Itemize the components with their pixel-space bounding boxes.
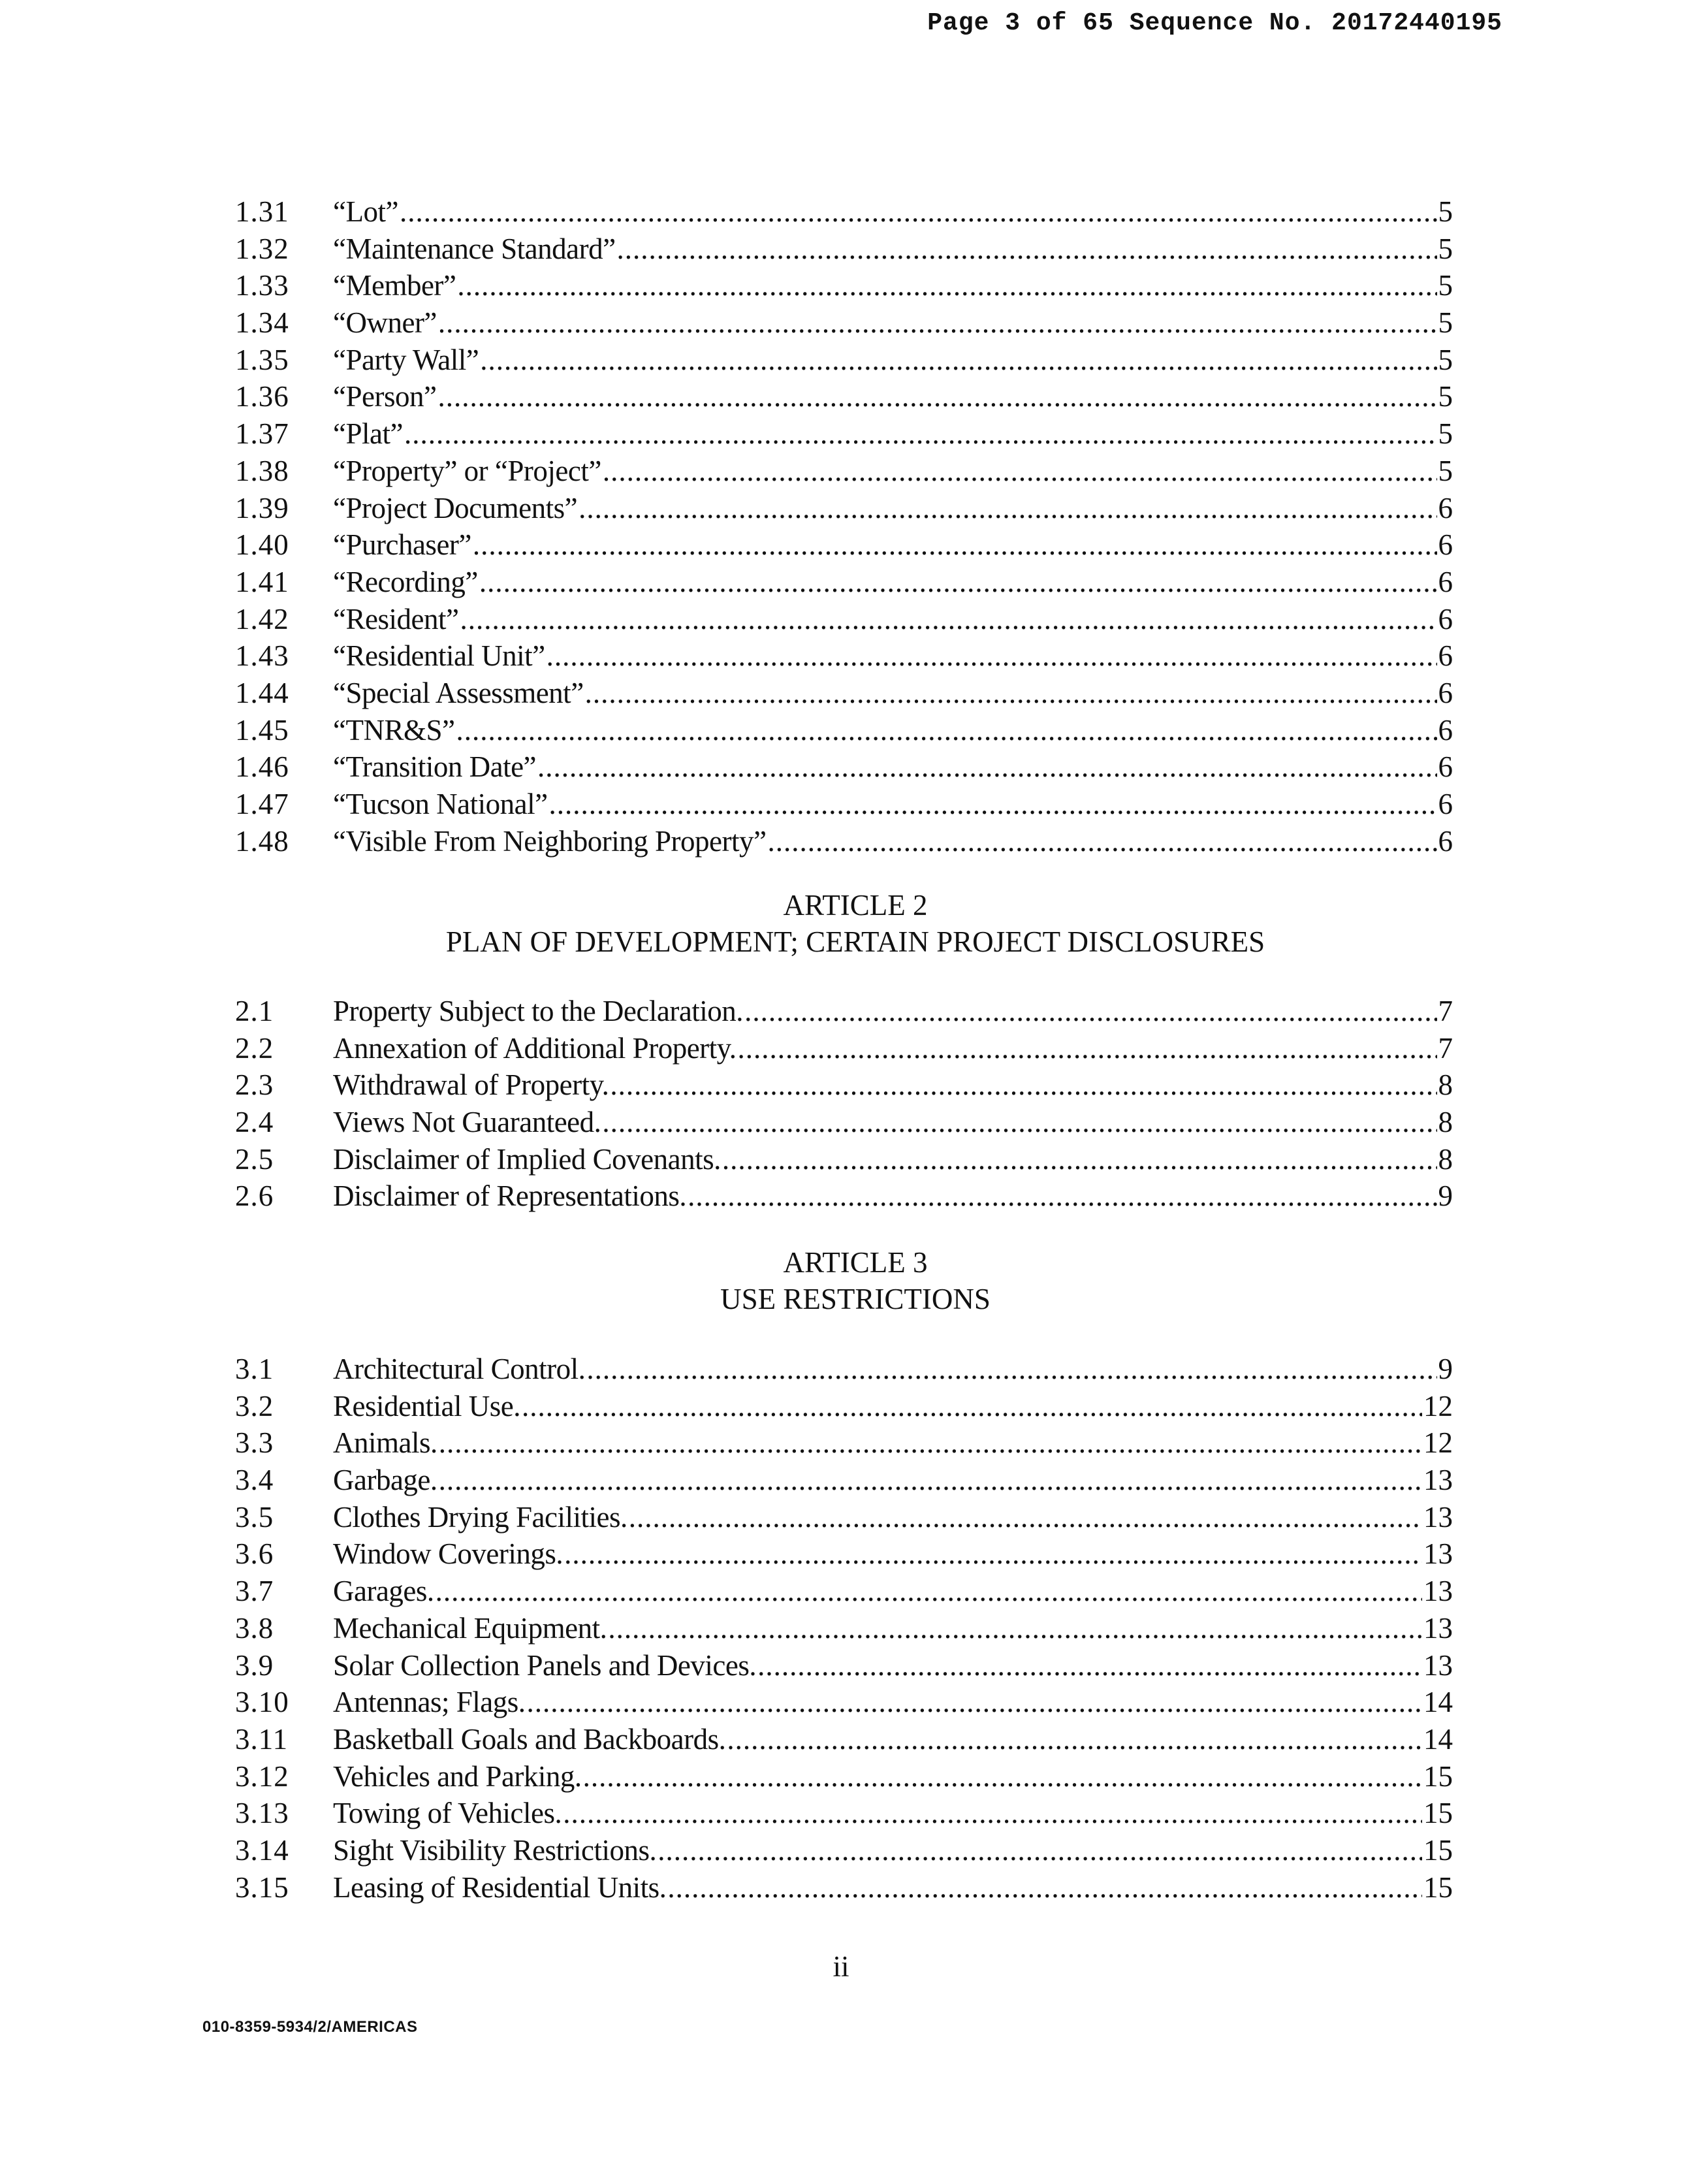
toc-entry <box>235 1647 1453 1684</box>
toc-entry-page: 13 <box>1423 1500 1453 1534</box>
toc-entry-page: 8 <box>1438 1106 1453 1139</box>
toc-entry-title: Annexation of Additional Property. <box>333 1031 737 1065</box>
toc-entry-title: Vehicles and Parking. <box>333 1759 582 1793</box>
toc-entry-number: 1.38 <box>235 454 289 487</box>
article-2-label: ARTICLE 2 <box>783 889 928 922</box>
toc-dot-leader <box>522 1388 1422 1425</box>
toc-entry <box>235 564 1453 601</box>
toc-entry <box>235 786 1453 823</box>
toc-entry-title: Solar Collection Panels and Devices. <box>333 1648 757 1682</box>
toc-entry <box>235 1067 1453 1104</box>
toc-entry <box>235 1832 1453 1869</box>
toc-entry <box>235 526 1453 564</box>
toc-entry-title: “Recording” <box>333 565 478 598</box>
toc-entry-number: 2.2 <box>235 1031 274 1065</box>
toc-entry <box>235 1030 1453 1067</box>
page-header: Page 3 of 65 Sequence No. 20172440195 <box>927 9 1502 37</box>
toc-entry-number: 2.4 <box>235 1106 274 1139</box>
toc-entry-number: 1.43 <box>235 639 289 673</box>
toc-dot-leader <box>667 1869 1422 1906</box>
toc-dot-leader <box>547 637 1437 675</box>
toc-entry-page: 6 <box>1438 824 1453 858</box>
toc-entry-page: 6 <box>1438 491 1453 524</box>
article-2-title: PLAN OF DEVELOPMENT; CERTAIN PROJECT DISCLOSURES <box>445 925 1265 958</box>
toc-dot-leader <box>549 786 1437 823</box>
toc-dot-leader <box>585 675 1437 712</box>
toc-entry-title: “Owner” <box>333 306 437 340</box>
toc-entry <box>235 304 1453 342</box>
toc-dot-leader <box>526 1684 1422 1721</box>
toc-entry-title: Garages. <box>333 1575 434 1608</box>
article-2-heading <box>235 887 1476 960</box>
toc-dot-leader <box>583 1758 1422 1795</box>
toc-dot-leader <box>744 993 1436 1030</box>
toc-entry-number: 2.1 <box>235 995 274 1027</box>
toc-dot-leader <box>400 193 1437 231</box>
toc-entry-page: 9 <box>1438 1353 1453 1385</box>
toc-entry <box>235 1104 1453 1141</box>
toc-entry-title: Mechanical Equipment. <box>333 1611 607 1645</box>
toc-article-3-list <box>235 1351 1453 1906</box>
page-number: ii <box>833 1950 849 1983</box>
toc-entry-title: Architectural Control. <box>333 1353 586 1385</box>
toc-entry-page: 13 <box>1423 1648 1453 1682</box>
toc-entry-title: “TNR&S” <box>333 713 455 747</box>
toc-entry-title: Leasing of Residential Units. <box>333 1871 667 1904</box>
toc-dot-leader <box>602 1104 1436 1141</box>
document-id: 010-8359-5934/2/AMERICAS <box>202 2018 418 2036</box>
toc-entry-number: 1.32 <box>235 232 289 265</box>
toc-dot-leader <box>563 1795 1422 1832</box>
toc-entry-title: Window Coverings. <box>333 1537 563 1571</box>
toc-entry-title: “Resident” <box>333 602 459 635</box>
toc-entry-page: 6 <box>1438 565 1453 598</box>
toc-entry <box>235 748 1453 786</box>
toc-dot-leader <box>438 304 1437 342</box>
toc-dot-leader <box>608 1610 1422 1647</box>
toc-entry-number: 2.6 <box>235 1180 274 1213</box>
toc-entry-title: “Member” <box>333 269 456 302</box>
toc-entry <box>235 1721 1453 1758</box>
toc-entry-title: Residential Use. <box>333 1389 520 1422</box>
toc-entry <box>235 453 1453 490</box>
toc-entry-number: 1.33 <box>235 269 289 302</box>
toc-entry-number: 1.37 <box>235 417 289 451</box>
toc-entry-title: Sight Visibility Restrictions. <box>333 1833 657 1867</box>
toc-entry-page: 12 <box>1423 1389 1453 1422</box>
toc-dot-leader <box>480 342 1436 379</box>
toc-dot-leader <box>658 1832 1422 1869</box>
toc-dot-leader <box>437 378 1436 415</box>
toc-entry-page: 6 <box>1438 750 1453 784</box>
toc-entry-page: 5 <box>1438 232 1453 265</box>
toc-dot-leader <box>767 823 1436 860</box>
toc-entry-title: “Transition Date” <box>333 750 537 784</box>
toc-entry-page: 15 <box>1423 1759 1453 1793</box>
article-3-title: USE RESTRICTIONS <box>720 1283 991 1315</box>
toc-entry-title: “Project Documents” <box>333 491 578 524</box>
toc-entry-title: Clothes Drying Facilities. <box>333 1500 627 1534</box>
article-3-label: ARTICLE 3 <box>783 1246 928 1279</box>
toc-dot-leader <box>727 1721 1422 1758</box>
toc-dot-leader <box>722 1141 1437 1178</box>
toc-entry-title: “Visible From Neighboring Property” <box>333 824 767 858</box>
toc-dot-leader <box>757 1647 1422 1684</box>
toc-entry <box>235 378 1453 415</box>
toc-entry-number: 1.34 <box>235 306 289 340</box>
article-3-heading <box>235 1244 1476 1317</box>
toc-entry <box>235 675 1453 712</box>
toc-entry-page: 13 <box>1423 1464 1453 1497</box>
toc-entry-number: 1.44 <box>235 676 289 709</box>
toc-entry <box>235 1178 1453 1215</box>
toc-entry <box>235 1610 1453 1647</box>
toc-dot-leader <box>617 231 1437 268</box>
toc-dot-leader <box>537 748 1436 786</box>
toc-entry-page: 8 <box>1438 1142 1453 1176</box>
toc-entry-number: 1.40 <box>235 528 289 562</box>
toc-dot-leader <box>564 1535 1422 1573</box>
toc-entry-title: Views Not Guaranteed. <box>333 1106 601 1139</box>
toc-entry-page: 13 <box>1423 1537 1453 1571</box>
toc-entry-title: Property Subject to the Declaration. <box>333 995 744 1027</box>
toc-entry-page: 5 <box>1438 343 1453 376</box>
toc-entry <box>235 1795 1453 1832</box>
toc-entry-number: 1.48 <box>235 824 289 858</box>
toc-entry-page: 6 <box>1438 676 1453 709</box>
toc-entry <box>235 601 1453 638</box>
toc-entry-title: Disclaimer of Implied Covenants. <box>333 1142 721 1176</box>
toc-entry <box>235 193 1453 231</box>
toc-entry-title: “Property” or “Project” <box>333 454 601 487</box>
toc-entry-number: 1.47 <box>235 788 289 820</box>
toc-entry <box>235 267 1453 304</box>
toc-dot-leader <box>404 415 1437 453</box>
toc-entry-number: 1.39 <box>235 491 289 524</box>
toc-entry <box>235 823 1453 860</box>
toc-entry-number: 3.11 <box>235 1722 289 1756</box>
toc-entry-number: 2.3 <box>235 1068 274 1102</box>
toc-entry <box>235 1535 1453 1573</box>
toc-entry <box>235 1141 1453 1178</box>
toc-entry-number: 3.2 <box>235 1389 274 1422</box>
toc-entry-number: 1.31 <box>235 195 289 228</box>
toc-entry-page: 6 <box>1438 528 1453 562</box>
toc-entry-number: 3.6 <box>235 1537 274 1571</box>
toc-entry-number: 3.15 <box>235 1871 289 1904</box>
toc-entry <box>235 490 1453 527</box>
toc-entry-number: 1.35 <box>235 343 289 376</box>
toc-entry <box>235 1573 1453 1610</box>
toc-dot-leader <box>610 1067 1436 1104</box>
toc-dot-leader <box>439 1424 1422 1462</box>
toc-entry <box>235 1869 1453 1906</box>
toc-entry-number: 3.8 <box>235 1611 274 1645</box>
toc-entry <box>235 342 1453 379</box>
toc-entry-page: 13 <box>1423 1611 1453 1645</box>
toc-dot-leader <box>579 490 1436 527</box>
toc-entry-title: Towing of Vehicles. <box>333 1797 562 1830</box>
toc-entry-title: “Party Wall” <box>333 343 479 376</box>
toc-entry-title: “Maintenance Standard” <box>333 232 616 265</box>
toc-entry-number: 1.36 <box>235 380 289 413</box>
toc-entry-title: “Special Assessment” <box>333 676 584 709</box>
toc-entry-number: 1.45 <box>235 713 289 747</box>
toc-entry <box>235 1462 1453 1499</box>
toc-entry-page: 5 <box>1438 454 1453 487</box>
toc-entry <box>235 1351 1453 1388</box>
toc-entry-title: “Purchaser” <box>333 528 471 562</box>
toc-entry-title: “Tucson National” <box>333 788 548 820</box>
toc-entry-title: Disclaimer of Representations. <box>333 1180 687 1213</box>
toc-entry-number: 3.13 <box>235 1797 289 1830</box>
toc-dot-leader <box>460 601 1436 638</box>
toc-entry-page: 14 <box>1423 1686 1453 1719</box>
toc-entry <box>235 637 1453 675</box>
toc-entry-number: 3.7 <box>235 1575 274 1608</box>
toc-entry-number: 3.5 <box>235 1500 274 1534</box>
toc-entry-title: “Lot” <box>333 195 398 228</box>
toc-entry <box>235 712 1453 749</box>
toc-entry-page: 5 <box>1438 306 1453 340</box>
toc-entry <box>235 993 1453 1030</box>
toc-entry-page: 12 <box>1423 1426 1453 1460</box>
toc-entry-page: 8 <box>1438 1068 1453 1102</box>
toc-dot-leader <box>688 1178 1436 1215</box>
toc-entry-number: 3.4 <box>235 1464 274 1497</box>
toc-entry-page: 6 <box>1438 639 1453 673</box>
toc-entry-page: 7 <box>1438 995 1453 1027</box>
toc-dot-leader <box>603 453 1437 490</box>
toc-dot-leader <box>456 712 1436 749</box>
toc-entry-number: 3.3 <box>235 1426 274 1460</box>
toc-dot-leader <box>479 564 1437 601</box>
toc-entry-title: “Residential Unit” <box>333 639 545 673</box>
toc-entry-number: 3.10 <box>235 1686 289 1719</box>
toc-entry-page: 6 <box>1438 602 1453 635</box>
toc-dot-leader <box>737 1030 1436 1067</box>
toc-entry-number: 3.12 <box>235 1759 289 1793</box>
toc-entry-number: 1.42 <box>235 602 289 635</box>
toc-entry-page: 15 <box>1423 1871 1453 1904</box>
toc-entry-title: Antennas; Flags. <box>333 1686 526 1719</box>
toc-entry-page: 5 <box>1438 269 1453 302</box>
toc-entry-title: “Plat” <box>333 417 403 451</box>
toc-entry-page: 5 <box>1438 417 1453 451</box>
toc-article-1-list <box>235 193 1453 859</box>
toc-entry-page: 9 <box>1438 1180 1453 1213</box>
toc-article-2-list <box>235 993 1453 1215</box>
toc-entry <box>235 1499 1453 1536</box>
toc-entry-page: 15 <box>1423 1797 1453 1830</box>
toc-entry <box>235 415 1453 453</box>
toc-entry-number: 3.1 <box>235 1353 274 1385</box>
toc-entry-page: 5 <box>1438 195 1453 228</box>
toc-entry-number: 1.46 <box>235 750 289 784</box>
toc-entry-number: 2.5 <box>235 1142 274 1176</box>
toc-dot-leader <box>586 1351 1436 1388</box>
toc-dot-leader <box>436 1573 1422 1610</box>
toc-entry-page: 6 <box>1438 788 1453 820</box>
toc-entry-title: “Person” <box>333 380 437 413</box>
toc-entry-page: 15 <box>1423 1833 1453 1867</box>
toc-entry <box>235 1424 1453 1462</box>
toc-entry <box>235 1758 1453 1795</box>
toc-dot-leader <box>457 267 1436 304</box>
toc-entry-page: 5 <box>1438 380 1453 413</box>
toc-entry-page: 13 <box>1423 1575 1453 1608</box>
toc-entry-number: 3.9 <box>235 1648 274 1682</box>
toc-entry-page: 14 <box>1423 1722 1453 1756</box>
toc-entry-page: 6 <box>1438 713 1453 747</box>
toc-entry <box>235 1684 1453 1721</box>
toc-entry-title: Withdrawal of Property. <box>333 1068 609 1102</box>
toc-entry-page: 7 <box>1438 1031 1453 1065</box>
toc-entry <box>235 1388 1453 1425</box>
toc-dot-leader <box>439 1462 1422 1499</box>
toc-entry-number: 1.41 <box>235 565 289 598</box>
toc-entry-title: Animals. <box>333 1426 437 1460</box>
toc-entry <box>235 231 1453 268</box>
toc-dot-leader <box>629 1499 1422 1536</box>
toc-entry-number: 3.14 <box>235 1833 289 1867</box>
toc-dot-leader <box>473 526 1437 564</box>
toc-entry-title: Garbage. <box>333 1464 437 1497</box>
toc-entry-title: Basketball Goals and Backboards. <box>333 1722 726 1756</box>
